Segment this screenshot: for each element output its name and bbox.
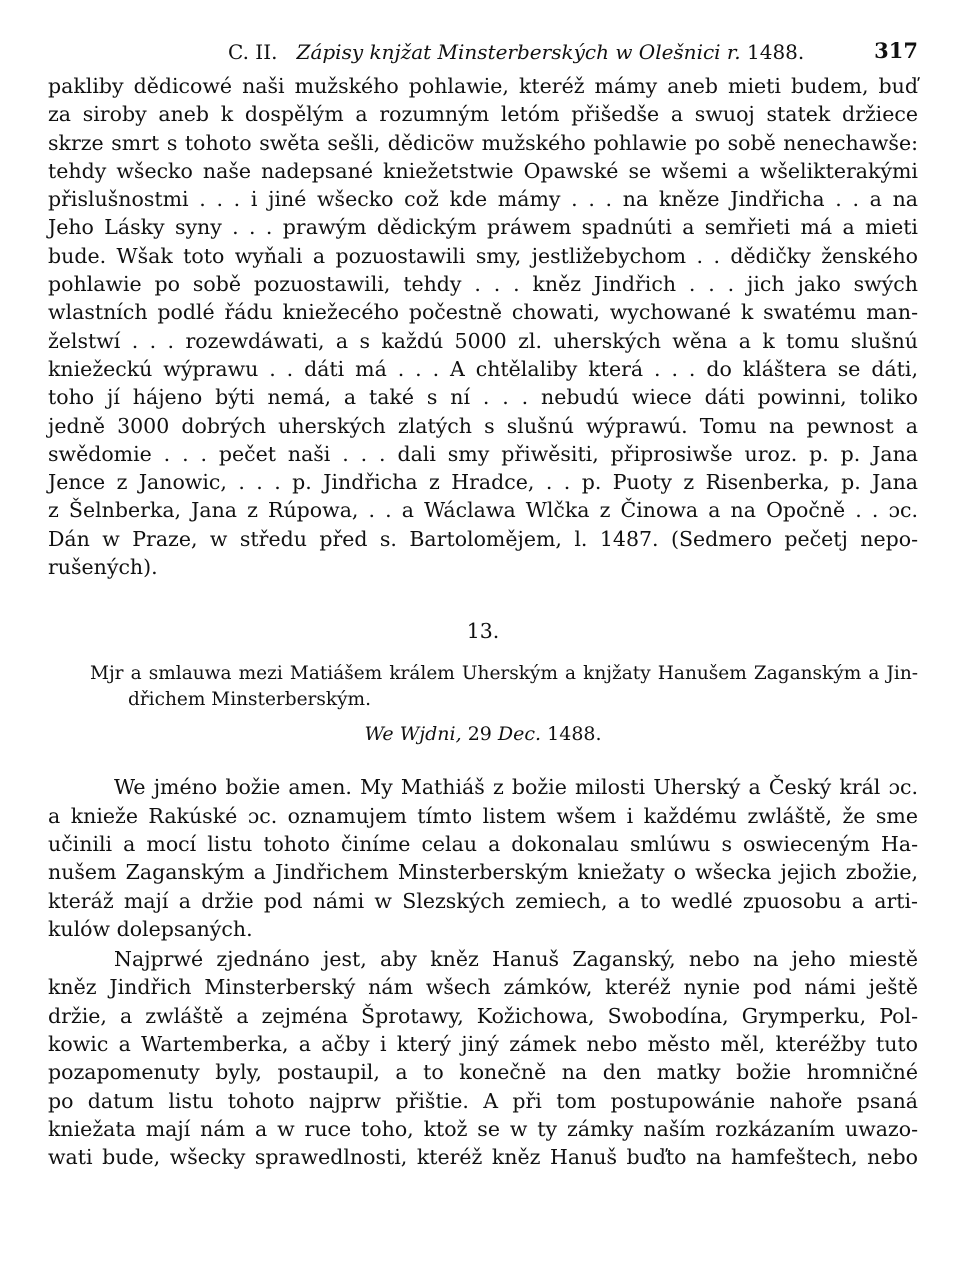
dateline-year: 1488. — [547, 723, 602, 746]
body-paragraph — [48, 773, 918, 943]
running-head-title — [228, 40, 804, 64]
chapter-label: C. II. — [228, 40, 278, 64]
text-line: pohlawie po sobě pozuostawili, tehdy . . . kněz Jindřich . . . jich jako swých — [48, 272, 918, 297]
text-line: držie, a zwláště a zejména Šprotawy, Kožichowa, Swobodína, Grymperku, Pol- — [48, 1003, 918, 1028]
text-line: kteráž mají a držie pod námi w Slezských zemiech, a to wedlé zpuosobu a arti- — [48, 888, 918, 913]
page-number: 317 — [874, 38, 918, 63]
text-line: želstwí . . . rozewdáwati, a s každú 5000 zl. uherských wěna a k tomu slušnú — [48, 328, 918, 353]
text-line: pozapomenuty byly, postaupil, a to konečně na den matky božie hromničné — [48, 1060, 918, 1085]
text-line: bude. Wšak toto wyňali a pozuostawili smy, jestližebychom . . dědičky ženského — [48, 243, 918, 268]
text-line: kulów dolepsaných. — [48, 916, 253, 941]
text-line: Dán w Praze, w středu před s. Bartolomějem, l. 1487. (Sedmero pečetj nepo- — [48, 526, 918, 551]
section-title: Zápisy knjžat Minsterberských w Olešnici r. — [296, 40, 741, 64]
dateline — [48, 723, 918, 753]
document-body — [48, 773, 918, 1171]
body-paragraph — [48, 945, 918, 1171]
running-head — [48, 0, 918, 72]
text-line: Jence z Janowic, . . . p. Jindřicha z Hradce, . . p. Puoty z Risenberka, p. Jana — [48, 470, 918, 495]
book-page — [48, 0, 918, 1172]
text-line: We jméno božie amen. My Mathiáš z božie milosti Uherský a Český král ɔc. — [114, 775, 918, 800]
text-line: tehdy wšecko naše nadepsané kniežetstwie Opawské se wšemi a wšelikterakými — [48, 158, 918, 183]
dateline-place: We Wjdni, — [364, 723, 462, 746]
text-line: kowic a Wartemberka, a ačby i který jiný zámek nebo město měl, kteréžby tuto — [48, 1032, 918, 1057]
text-line: pakliby dědicowé naši mužského pohlawie, kteréž mámy aneb mieti budem, buď — [48, 74, 918, 98]
header-year: 1488. — [747, 40, 805, 64]
dateline-day: 29 — [467, 723, 492, 746]
text-line: přislušnostmi . . . i jiné wšecko což kde mámy . . . na kněze Jindřicha . . a na — [48, 187, 918, 212]
text-line: za siroby aneb k dospělým a rozumným letóm přišedše a swuoj statek držiece — [48, 102, 918, 127]
text-line: a knieže Rakúské ɔc. oznamujem tímto listem wšem i každému zwláště, že sme — [48, 803, 918, 828]
text-line: Jeho Lásky syny . . . prawým dědickým práwem spadnúti a semřieti má a mieti — [48, 215, 918, 240]
text-line: učinili a mocí listu tohoto činíme celau a dokonalau smlúwu s oswieceným Ha- — [48, 831, 918, 856]
dateline-month: Dec. — [497, 723, 542, 746]
text-line: wati bude, wšecky sprawedlnosti, kteréž kněz Hanuš buďto na hamfeštech, nebo — [48, 1145, 918, 1170]
text-line: kniežeckú wýprawu . . dáti má . . . A chtělaliby která . . . do kláštera se dáti, — [48, 356, 918, 381]
text-line: jedně 3000 dobrých uherských zlatých s slušnú wýprawú. Tomu na pewnost a — [48, 413, 918, 438]
text-line: kniežata mají nám a w ruce toho, ktož se w ty zámky naším rozkázaním uwazo- — [48, 1116, 918, 1141]
heading-line: Mjr a smlauwa mezi Matiášem králem Uherským a knjžaty Hanušem Zaganským a Jin- — [90, 663, 918, 685]
text-line: Najprwé zjednáno jest, aby kněz Hanuš Zaganský, nebo na jeho miestě — [114, 947, 918, 972]
text-line: wlastních podlé řádu kniežecého počestně chowati, wychowané k swatému man- — [48, 300, 918, 325]
continuation-paragraph — [48, 72, 918, 581]
text-line: swědomie . . . pečet naši . . . dali smy přiwěsiti, připrosiwše uroz. p. p. Jana — [48, 441, 918, 466]
text-line: rušených). — [48, 555, 158, 580]
text-line: kněz Jindřich Minsterberský nám wšech zámków, kteréž nynie pod námi ještě — [48, 975, 918, 1000]
text-line: toho jí hájeno býti nemá, a také s ní . . . nebudú wiece dáti powinni, toliko — [48, 385, 918, 410]
text-line: nušem Zaganským a Jindřichem Minsterberským kniežaty o wšecka jejich zbožie, — [48, 860, 918, 885]
document-number: 13. — [466, 619, 500, 644]
heading-line: dřichem Minsterberským. — [128, 689, 371, 711]
text-line: skrze smrt s tohoto swěta sešli, dědicöw mužského pohlawie po sobě nenechawše: — [48, 130, 918, 155]
text-line: z Šelnberka, Jana z Rúpowa, . . a Wáclawa Wlčka z Činowa a na Opočně . . ɔc. — [48, 498, 918, 523]
text-line: po datum listu tohoto najprw přištie. A při tom postupowánie nahoře psaná — [48, 1088, 918, 1113]
document-heading — [48, 661, 918, 713]
